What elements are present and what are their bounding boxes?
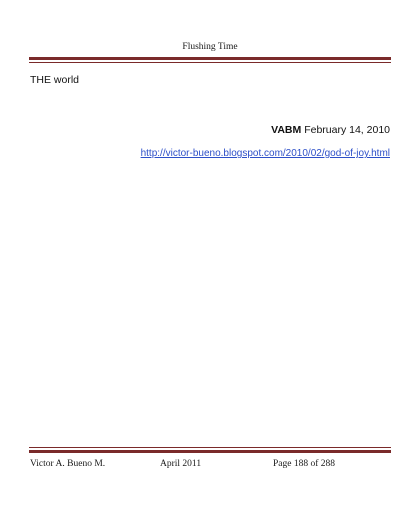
footer-rule <box>29 447 391 453</box>
header-rule <box>29 57 391 63</box>
signature-author: VABM <box>271 124 302 136</box>
signature-line <box>271 124 390 136</box>
header-rule-thick <box>29 57 391 60</box>
footer-author: Victor A. Bueno M. <box>30 459 106 469</box>
running-header-title: Flushing Time <box>182 42 238 52</box>
footer-date: April 2011 <box>160 459 202 469</box>
header-rule-thin <box>29 62 391 63</box>
footer-rule-thin <box>29 447 391 448</box>
blog-link[interactable]: http://victor-bueno.blogspot.com/2010/02/god-of-joy.html <box>140 148 390 159</box>
signature-date: February 14, 2010 <box>304 124 390 136</box>
body-text: THE world <box>30 74 80 86</box>
footer-rule-thick <box>29 450 391 453</box>
footer-page-number: Page 188 of 288 <box>273 459 336 469</box>
